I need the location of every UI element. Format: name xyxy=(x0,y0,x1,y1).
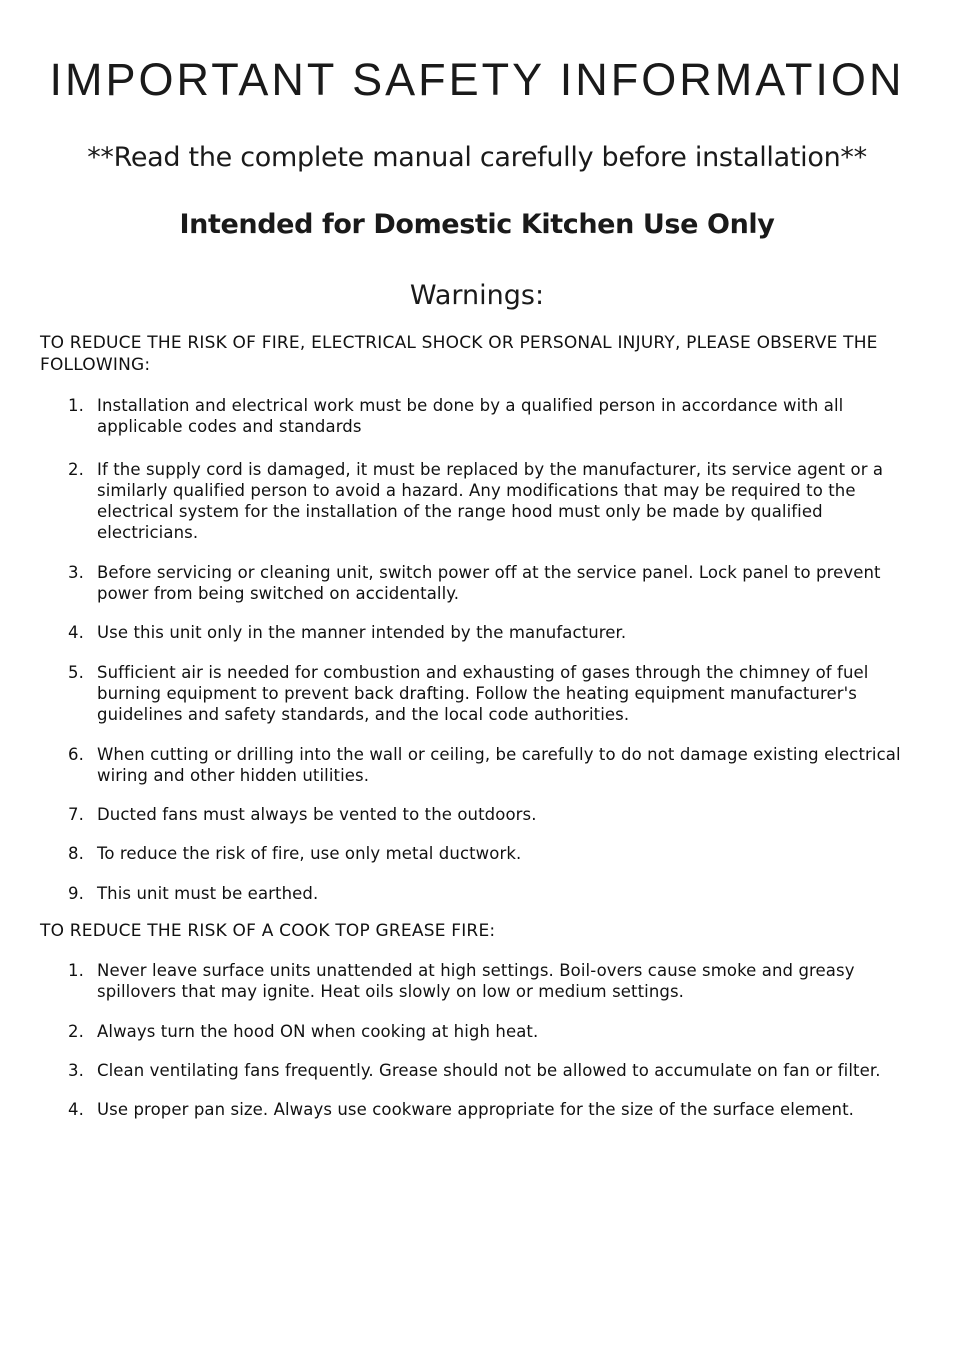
section-heading-general: TO REDUCE THE RISK OF FIRE, ELECTRICAL SHOCK OR PERSONAL INJURY, PLEASE OBSERVE THE FOLLOWING: xyxy=(40,333,878,375)
read-manual-notice: **Read the complete manual carefully before installation** xyxy=(87,142,867,173)
list-item xyxy=(0,1021,954,1042)
page-title: IMPORTANT SAFETY INFORMATION xyxy=(49,54,905,105)
list-item-text: Use proper pan size. Always use cookware appropriate for the size of the surface element. xyxy=(97,1100,855,1120)
intended-use-notice: Intended for Domestic Kitchen Use Only xyxy=(179,209,775,240)
list-item xyxy=(0,843,954,864)
list-item-text: When cutting or drilling into the wall or ceiling, be carefully to do not damage existing electrical wiring and other hidden utilities. xyxy=(97,744,901,785)
grease-fire-warnings-list xyxy=(0,960,954,1120)
section-heading-grease-fire: TO REDUCE THE RISK OF A COOK TOP GREASE FIRE: xyxy=(40,921,496,941)
list-item-number: 1. xyxy=(68,396,84,415)
list-item-number: 4. xyxy=(68,1100,84,1120)
list-item-number: 7. xyxy=(68,805,84,825)
list-item xyxy=(0,804,954,825)
list-item-text: Ducted fans must always be vented to the outdoors. xyxy=(97,805,537,825)
list-item-number: 1. xyxy=(68,961,84,980)
list-item-number: 3. xyxy=(68,562,84,582)
list-item-text: This unit must be earthed. xyxy=(97,883,319,903)
list-item xyxy=(0,622,954,643)
list-item xyxy=(0,883,954,904)
list-item-number: 4. xyxy=(68,623,84,643)
list-item xyxy=(0,744,954,787)
warnings-heading: Warnings: xyxy=(409,280,545,311)
list-item-number: 9. xyxy=(68,883,84,903)
list-item xyxy=(0,662,954,726)
general-warnings-list xyxy=(0,395,954,904)
list-item-number: 8. xyxy=(68,844,84,864)
list-item xyxy=(0,562,954,605)
list-item-number: 2. xyxy=(68,1021,84,1041)
list-item-text: Always turn the hood ON when cooking at high heat. xyxy=(97,1021,539,1041)
list-item-number: 3. xyxy=(68,1060,84,1080)
list-item-text: To reduce the risk of fire, use only metal ductwork. xyxy=(97,844,522,864)
list-item-text: Clean ventilating fans frequently. Grease should not be allowed to accumulate on fan or filter. xyxy=(97,1060,881,1080)
list-item-number: 6. xyxy=(68,744,84,764)
list-item-text: Never leave surface units unattended at high settings. Boil-overs cause smoke and greasy spillovers that may ignite. Heat oils slowly on low or medium settings. xyxy=(97,961,855,1002)
list-item xyxy=(0,1099,954,1120)
list-item xyxy=(0,459,954,544)
list-item xyxy=(0,960,954,1003)
list-item-text: Sufficient air is needed for combustion and exhausting of gases through the chimney of fuel burning equipment to prevent back drafting. Follow the heating equipment manufacturer's guidelines and safety standards, and the local code authorities. xyxy=(97,662,869,725)
list-item-number: 2. xyxy=(68,459,84,479)
list-item-text: Installation and electrical work must be done by a qualified person in accordance with all applicable codes and standards xyxy=(97,396,844,437)
list-item-number: 5. xyxy=(68,662,84,682)
list-item xyxy=(0,395,954,438)
list-item-text: Before servicing or cleaning unit, switch power off at the service panel. Lock panel to prevent power from being switched on accidentally. xyxy=(97,562,881,604)
list-item xyxy=(0,1060,954,1081)
list-item-text: If the supply cord is damaged, it must be replaced by the manufacturer, its service agent or a similarly qualified person to avoid a hazard. Any modifications that may be required to the electrical system for the installation of the range hood must only be made by qualified electricians. xyxy=(97,459,884,543)
list-item-text: Use this unit only in the manner intended by the manufacturer. xyxy=(97,623,627,643)
